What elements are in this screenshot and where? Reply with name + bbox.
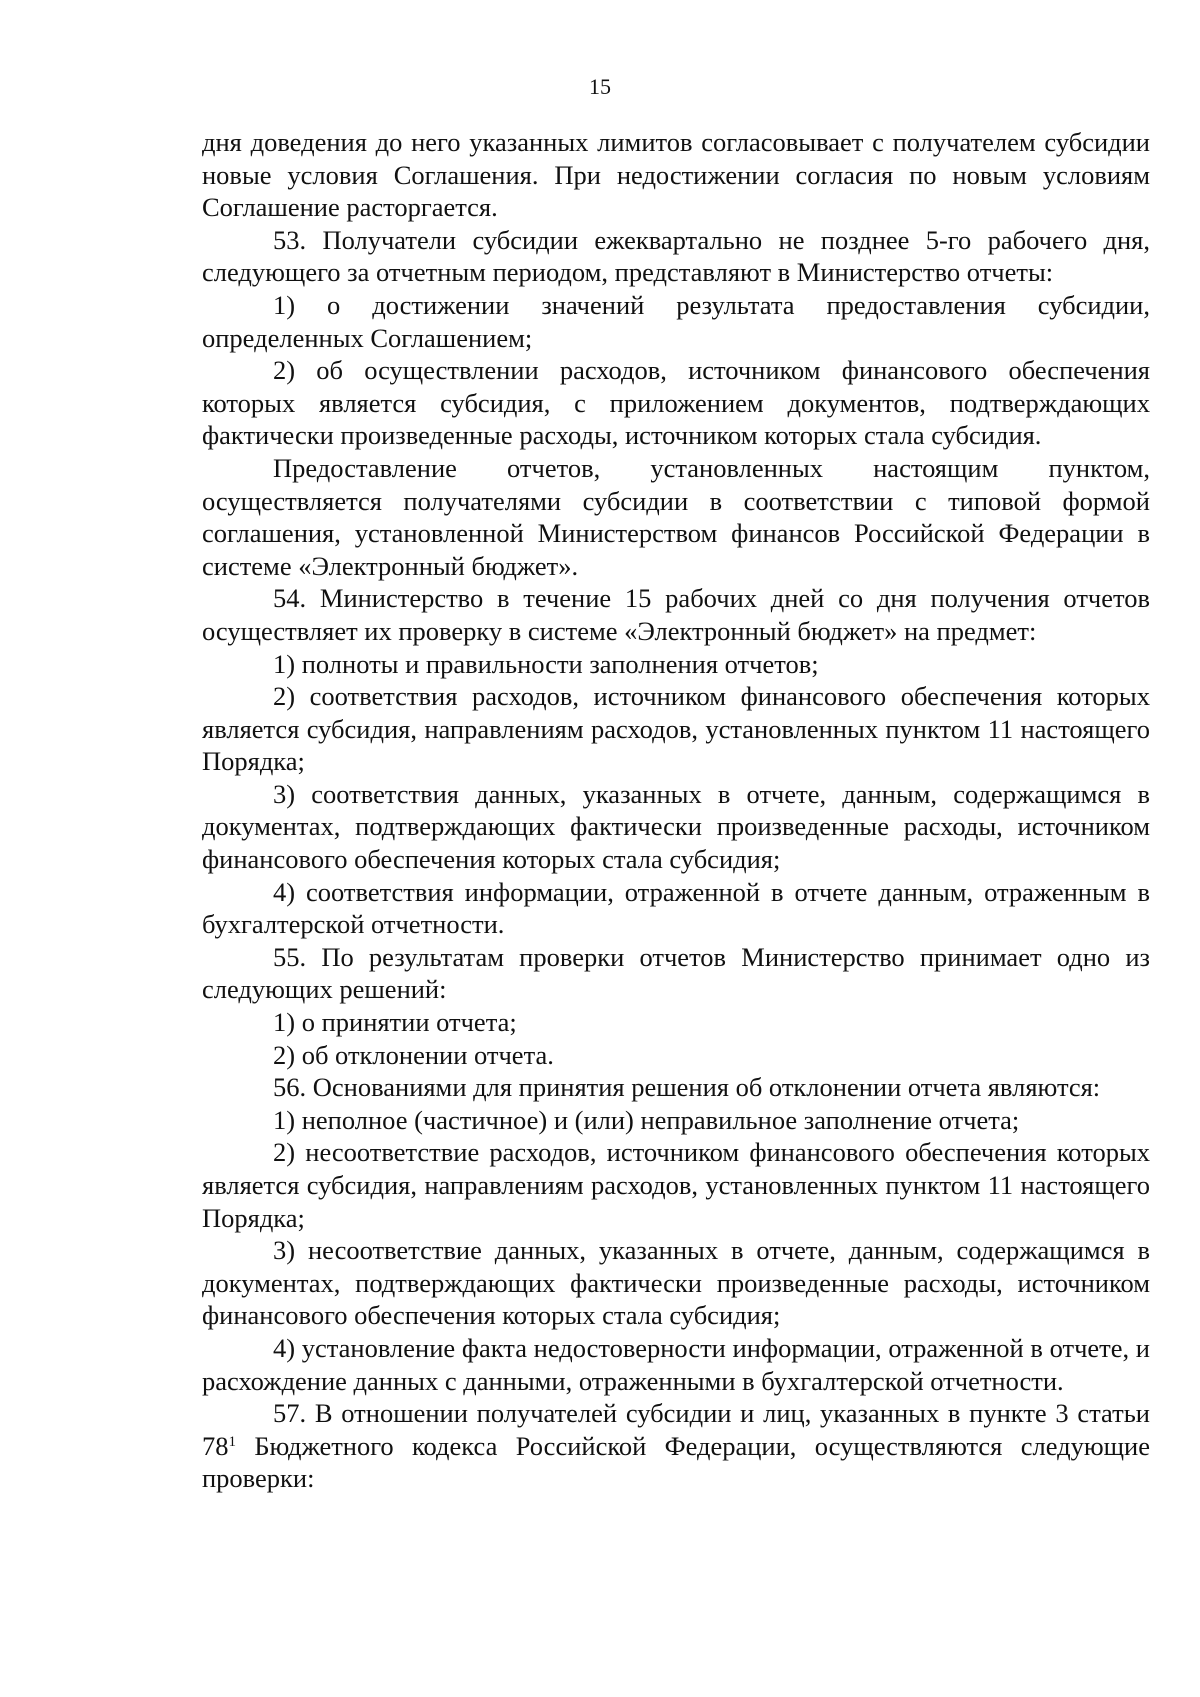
paragraph: Предоставление отчетов, установленных настоящим пунктом, осуществляется получателями субсидии в соответствии с типовой формой соглашения, установленной Министерством финансов Российской Федерации в системе «Электронный бюджет».	[202, 452, 1150, 581]
paragraph: 1) о достижении значений результата предоставления субсидии, определенных Соглашением;	[202, 289, 1150, 353]
paragraph: 1) полноты и правильности заполнения отчетов;	[273, 648, 819, 679]
paragraph: 3) несоответствие данных, указанных в отчете, данным, содержащимся в документах, подтверждающих фактически произведенные расходы, источником финансового обеспечения которых стала субсидия;	[202, 1235, 1150, 1331]
page-number: 15	[589, 74, 611, 99]
paragraph: 4) соответствия информации, отраженной в отчете данным, отраженным в бухгалтерской отчетности.	[202, 876, 1150, 940]
paragraph: 54. Министерство в течение 15 рабочих дней со дня получения отчетов осуществляет их проверку в системе «Электронный бюджет» на предмет:	[202, 583, 1150, 646]
paragraph-text-before-superscript: 57. В отношении получателей субсидии и лиц, указанных в пункте 3 статьи 78	[202, 1398, 1150, 1461]
paragraph-text-after-superscript: Бюджетного кодекса Российской Федерации, осуществляются следующие проверки:	[202, 1430, 1150, 1494]
paragraph: 2) соответствия расходов, источником финансового обеспечения которых является субсидия, направлениям расходов, установленных пунктом 11 настоящего Порядка;	[202, 681, 1150, 777]
paragraph: 2) об осуществлении расходов, источником финансового обеспечения которых является субсидия, с приложением документов, подтверждающих фактически произведенные расходы, источником которых стала субсидия.	[202, 355, 1150, 451]
paragraph: дня доведения до него указанных лимитов согласовывает с получателем субсидии новые условия Соглашения. При недостижении согласия по новым условиям Соглашение расторгается.	[202, 127, 1150, 223]
document-body	[202, 126, 1150, 1495]
paragraph: 1) неполное (частичное) и (или) неправильное заполнение отчета;	[273, 1104, 1020, 1135]
paragraph: 2) несоответствие расходов, источником финансового обеспечения которых является субсидия, направлениям расходов, установленных пунктом 11 настоящего Порядка;	[202, 1137, 1150, 1233]
paragraph: 55. По результатам проверки отчетов Министерство принимает одно из следующих решений:	[202, 941, 1150, 1005]
paragraph: 56. Основаниями для принятия решения об отклонении отчета являются:	[273, 1072, 1101, 1103]
paragraph-with-superscript	[202, 1397, 1150, 1495]
paragraph: 3) соответствия данных, указанных в отчете, данным, содержащимся в документах, подтверждающих фактически произведенные расходы, источником финансового обеспечения которых стала субсидия;	[202, 778, 1150, 875]
paragraph: 2) об отклонении отчета.	[273, 1039, 554, 1070]
paragraph: 53. Получатели субсидии ежеквартально не позднее 5-го рабочего дня, следующего за отчетным периодом, представляют в Министерство отчеты:	[202, 224, 1150, 288]
superscript-number: 1	[228, 1433, 236, 1450]
paragraph: 4) установление факта недостоверности информации, отраженной в отчете, и расхождение данных с данными, отраженными в бухгалтерской отчетности.	[202, 1332, 1150, 1396]
paragraph: 1) о принятии отчета;	[273, 1007, 517, 1038]
